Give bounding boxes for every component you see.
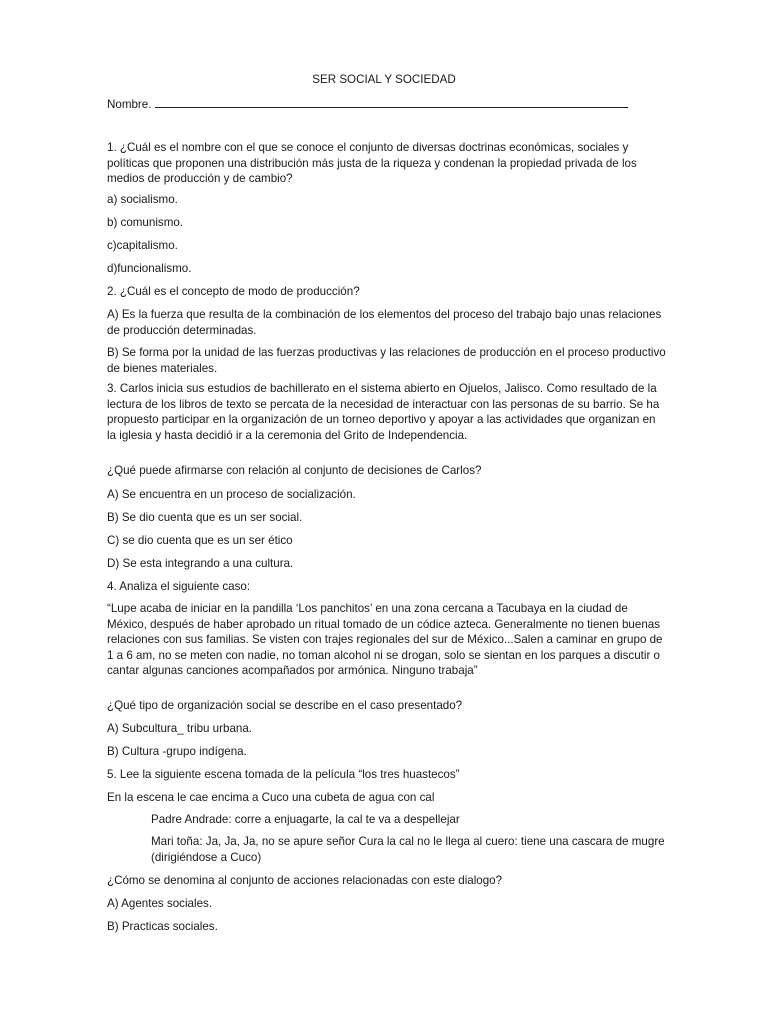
question-3-text: 3. Carlos inicia sus estudios de bachillerato en el sistema abierto en Ojuelos, Jalisco. Como resultado de la lectura de los libros de texto se percata de la necesidad de interactuar con las personas de su barrio. Se ha propuesto participar en la organización de un torneo deportivo y apoyar a las actividades que organizan en la iglesia y hasta decidió ir a la ceremonia del Grito de Independencia. <box>107 382 660 442</box>
question-1-option-c: c)capitalismo. <box>107 239 178 252</box>
question-5-option-b: B) Practicas sociales. <box>107 920 218 933</box>
question-1-option-b: b) comunismo. <box>107 216 184 229</box>
name-field-row <box>107 95 628 113</box>
question-5-option-a: A) Agentes sociales. <box>107 897 213 910</box>
question-5-scene: En la escena le cae encima a Cuco una cubeta de agua con cal <box>107 791 435 804</box>
question-5-text: 5. Lee la siguiente escena tomada de la película “los tres huastecos” <box>107 768 460 781</box>
question-4-text: 4. Analiza el siguiente caso: <box>107 580 251 593</box>
name-label: Nombre. <box>107 98 152 111</box>
question-4-case: “Lupe acaba de iniciar en la pandilla ‘Los panchitos’ en una zona cercana a Tacubaya en la ciudad de México, después de haber aprobado un ritual tomado de un códice azteca. Generalmente no tienen buenas relaciones con sus familias. Se visten con trajes regionales del sur de México...Salen a caminar en grupo de 1 a 6 am, no se meten con nadie, no toman alcohol ni se drogan, solo se sientan en los parques a discutir o cantar algunas canciones acompañados por armónica. Ninguno trabaja” <box>107 602 663 678</box>
question-3-option-b: B) Se dio cuenta que es un ser social. <box>107 511 303 524</box>
question-2-option-b: B) Se forma por la unidad de las fuerzas productivas y las relaciones de producción en el proceso productivo de bienes materiales. <box>107 346 666 375</box>
question-4-prompt: ¿Qué tipo de organización social se describe en el caso presentado? <box>107 699 463 712</box>
question-1-option-a: a) socialismo. <box>107 193 178 206</box>
question-5-dialog-line: Padre Andrade: corre a enjuagarte, la cal te va a despellejar <box>151 813 460 826</box>
question-3-option-d: D) Se esta integrando a una cultura. <box>107 557 294 570</box>
question-5-dialog-line: Mari toña: Ja, Ja, Ja, no se apure señor Cura la cal no le llega al cuero: tiene una cascara de mugre (dirigiéndose a Cuco) <box>151 835 665 864</box>
question-2-text: 2. ¿Cuál es el concepto de modo de producción? <box>107 285 360 298</box>
question-4-option-b: B) Cultura -grupo indígena. <box>107 745 247 758</box>
question-2-option-a: A) Es la fuerza que resulta de la combinación de los elementos del proceso del trabajo bajo unas relaciones de producción determinadas. <box>107 308 662 337</box>
question-1-text: 1. ¿Cuál es el nombre con el que se conoce el conjunto de diversas doctrinas económicas, sociales y políticas que proponen una distribución más justa de la riqueza y condenan la propiedad privada de los medios de producción y de cambio? <box>107 141 637 186</box>
question-3-prompt: ¿Qué puede afirmarse con relación al conjunto de decisiones de Carlos? <box>107 464 482 477</box>
name-blank-line <box>155 95 628 108</box>
question-4-option-a: A) Subcultura_ tribu urbana. <box>107 722 253 735</box>
question-3-option-c: C) se dio cuenta que es un ser ético <box>107 534 293 547</box>
question-5-prompt: ¿Cómo se denomina al conjunto de acciones relacionadas con este dialogo? <box>107 874 503 887</box>
question-1-option-d: d)funcionalismo. <box>107 262 192 275</box>
question-3-option-a: A) Se encuentra en un proceso de socialización. <box>107 488 356 501</box>
document-title: SER SOCIAL Y SOCIEDAD <box>312 73 456 86</box>
